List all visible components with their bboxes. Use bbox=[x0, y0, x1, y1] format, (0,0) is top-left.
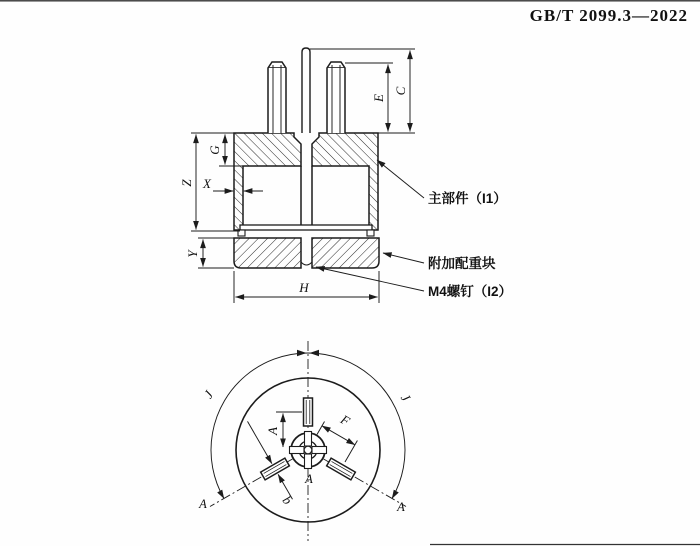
callout-screw-label: M4螺钉（I2） bbox=[428, 284, 513, 299]
angle-label-left: J bbox=[200, 387, 217, 402]
callout-counterweight-label: 附加配重块 bbox=[428, 256, 496, 271]
callout-main-part-label: 主部件（I1） bbox=[428, 191, 507, 206]
center-hub bbox=[290, 432, 327, 487]
angle-label-right: J bbox=[397, 390, 414, 405]
dim-label-x: X bbox=[203, 176, 211, 191]
standard-number: GB/T 2099.3—2022 bbox=[529, 6, 688, 25]
dim-label-slot-width: b bbox=[279, 492, 296, 508]
dimension-e bbox=[345, 63, 393, 132]
dim-label-pin-distance: F bbox=[338, 411, 353, 429]
right-pin bbox=[327, 62, 345, 133]
plug-pins bbox=[268, 48, 345, 133]
dimension-y bbox=[185, 238, 234, 268]
earth-slot bbox=[304, 398, 313, 426]
dim-label-y: Y bbox=[185, 250, 200, 258]
dimension-x bbox=[202, 176, 263, 191]
center-pin bbox=[302, 48, 310, 133]
right-slot bbox=[327, 458, 356, 480]
callout-screw bbox=[316, 267, 512, 299]
dim-label-center-distance: A bbox=[265, 427, 280, 435]
dim-label-h: H bbox=[299, 280, 309, 295]
section-label-right: A bbox=[397, 500, 405, 514]
dim-label-g: G bbox=[207, 145, 222, 155]
callout-main-part bbox=[377, 160, 507, 206]
dimension-c bbox=[310, 49, 415, 133]
left-pin bbox=[268, 62, 286, 133]
dim-label-z: Z bbox=[179, 179, 194, 187]
main-part-section bbox=[234, 133, 378, 236]
left-slot bbox=[261, 458, 290, 480]
side-view bbox=[179, 48, 512, 303]
callout-counterweight bbox=[383, 253, 496, 271]
dim-label-e: E bbox=[371, 94, 386, 102]
counterweight-section bbox=[234, 238, 379, 268]
section-label-left: A bbox=[199, 497, 207, 511]
section-label-center: A bbox=[305, 472, 313, 486]
dim-label-c: C bbox=[393, 86, 408, 96]
bottom-view bbox=[198, 341, 414, 541]
